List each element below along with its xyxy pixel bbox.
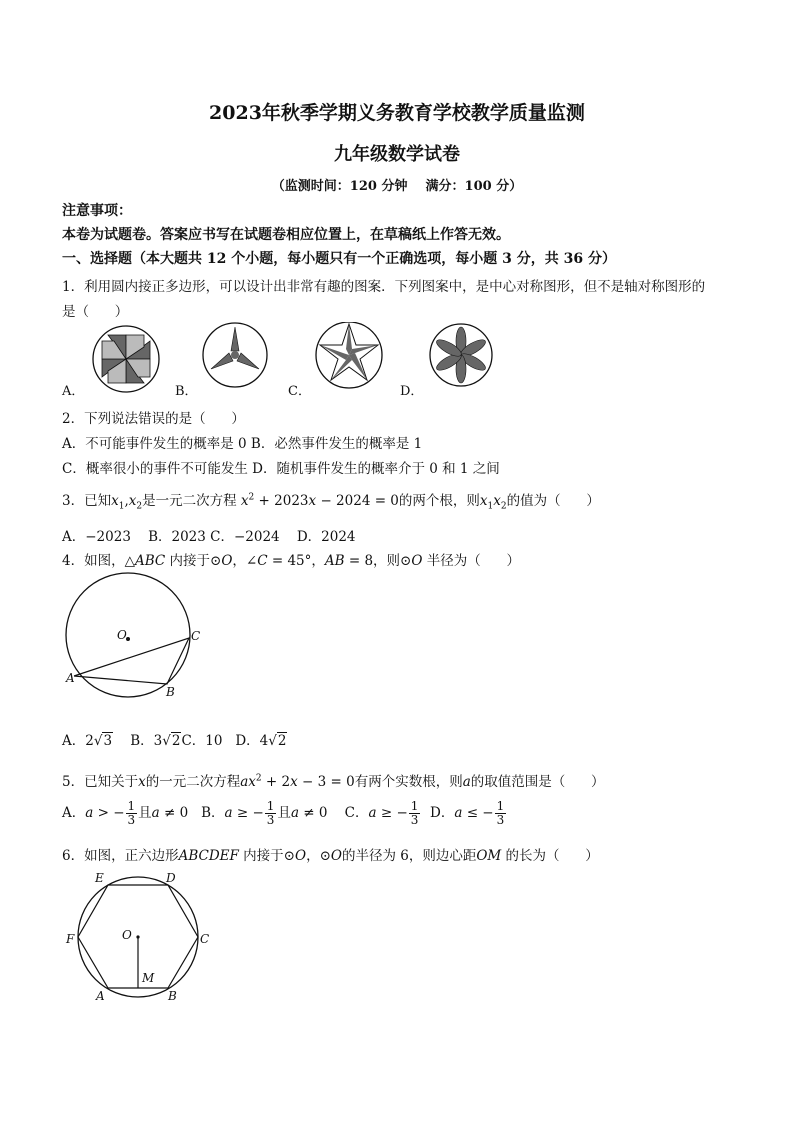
q4-label-o: O [117,628,127,642]
q2-options-1: A．不可能事件发生的概率是 0 B．必然事件发生的概率是 1 [62,436,423,452]
q4-label-c: C [191,629,201,643]
q6-figure [62,866,222,1008]
q1-opt-d: D． [400,384,424,399]
q1-line1: 1．利用圆内接正多边形，可以设计出非常有趣的图案．下列图案中，是中心对称图形，但不是轴对称图形的 [62,279,706,295]
q1-figure-d [430,324,492,386]
q1-figure-b [203,323,267,387]
q2-options-2: C．概率很小的事件不可能发生 D．随机事件发生的概率介于 0 和 1 之间 [62,461,500,477]
q5-stem: 5．已知关于x的一元二次方程$ax^2 + 2x - 3 = 0$有两个实数根，则a的取值范围是（ ） [62,773,605,790]
q6-label-f: F [66,932,75,946]
exam-info: （监测时间：120 分钟 满分：100 分） [271,179,523,194]
q4-stem: 4．如图，△ABC 内接于⊙O，∠C = 45°，AB = 8，则⊙O 半径为（ ） [62,553,520,569]
q2-stem: 2．下列说法错误的是（ ） [62,411,245,427]
q6-label-a: A [96,989,105,1003]
q6-label-b: B [168,989,177,1003]
q6-label-e: E [95,871,104,885]
q4-label-b: B [166,685,175,699]
q1-figures [60,322,500,402]
q1-opt-c: C． [288,384,311,399]
notice-heading: 注意事项： [62,203,132,219]
q4-figure [62,572,212,707]
q6-label-c: C [200,932,210,946]
q3-options: A．−2023 B．2023 C．−2024 D．2024 [62,529,356,545]
q6-label-o: O [122,928,132,942]
q3-x1: x [111,493,119,509]
exam-title: 2023年秋季学期义务教育学校教学质量监测 [209,102,585,124]
notice-body: 本卷为试题卷。答案应书写在试题卷相应位置上，在草稿纸上作答无效。 [62,227,510,243]
q1-figure-a [93,326,159,392]
q4-options: A．2√3 B．3√2C．10 D．4√2 [62,733,287,749]
q1-line2: 是（ ） [62,304,129,320]
q1-opt-b: B． [175,384,198,399]
q6-label-m: M [142,971,155,985]
section-heading: 一、选择题（本大题共 12 个小题，每小题只有一个正确选项，每小题 3 分，共 36 分） [62,251,616,267]
exam-subtitle: 九年级数学试卷 [334,144,460,165]
q3-stem: 3．已知$x_1,x_2$是一元二次方程 $x^2 + 2023x - 2024 = 0$的两个根，则$x_1x_2$的值为（ ） [62,492,600,512]
q5-options: A．a > − $\frac{1}{3}$ 且a ≠ 0 B．a ≥ − $\frac{1}{3}$ 且a ≠ 0 C．a ≥ − $\frac{1}{3}$ D．a ≤ − $\frac{1}{3}$ [62,799,505,827]
q4-label-a: A [66,671,75,685]
q1-figure-c [316,322,382,388]
q1-opt-a: A． [62,384,85,399]
q6-stem: 6．如图，正六边形ABCDEF 内接于⊙O，⊙O的半径为 6，则边心距OM 的长为（ ） [62,848,599,864]
q6-label-d: D [166,871,176,885]
